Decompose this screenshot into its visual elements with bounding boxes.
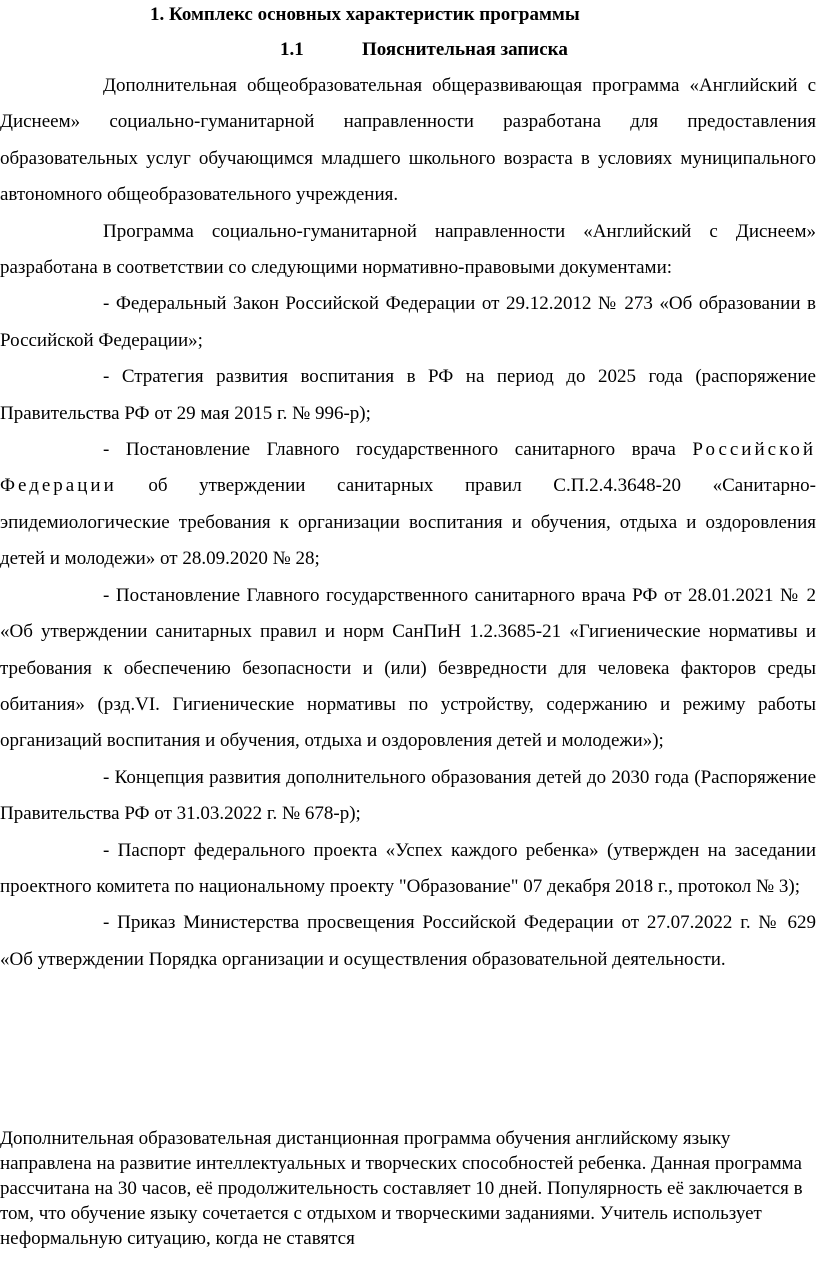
regulation-item-sanitary-rules-spaced: Российской Федерации <box>0 439 816 497</box>
regulation-item-sanitary-rules-end: об утверждении санитарных правил С.П.2.4.3648-20 «Санитарно-эпидемиологические требования к организации воспитания и обучения, отдыха и оздоровления детей и молодежи» от 28.09.2020 № 28; <box>0 475 816 570</box>
regulation-item-concept: - Концепция развития дополнительного образования детей до 2030 года (Распоряжение Правительства РФ от 31.03.2022 г. № 678-р); <box>0 766 816 825</box>
program-description-paragraph: Дополнительная образовательная дистанционная программа обучения английскому языку направлена на развитие интеллектуальных и творческих способностей ребенка. Данная программа рассчитана на 30 часов, её продолжительность составляет 10 дней. Популярность её заключается в том, что обучение языку сочетается с отдыхом и творческими заданиями. Учитель использует неформальную ситуацию, когда не ставятся <box>0 1128 803 1249</box>
regulation-item-sanitary-rules <box>0 432 816 578</box>
explanatory-note-body <box>0 68 816 978</box>
section-heading: 1. Комплекс основных характеристик программы <box>150 4 580 25</box>
regulation-item-passport: - Паспорт федерального проекта «Успех каждого ребенка» (утвержден на заседании проектного комитета по национальному проекту "Образование" 07 декабря 2018 г., протокол № 3); <box>0 839 816 897</box>
subsection-title: Пояснительная записка <box>362 39 568 60</box>
regulations-intro-paragraph: Программа социально-гуманитарной направленности «Английский с Диснеем» разработана в соответствии со следующими нормативно-правовыми документами: <box>0 220 816 279</box>
subsection-number: 1.1 <box>280 39 304 60</box>
regulation-item-sanpin: - Постановление Главного государственного санитарного врача РФ от 28.01.2021 № 2 «Об утверждении санитарных правил и норм СанПиН 1.2.3685-21 «Гигиенические нормативы и требования к обеспечению безопасности и (или) безвредности для человека факторов среды обитания» (рзд.VI. Гигиенические нормативы по устройству, содержанию и режиму работы организаций воспитания и обучения, отдыха и оздоровления детей и молодежи»); <box>0 584 816 752</box>
regulation-item-law: - Федеральный Закон Российской Федерации от 29.12.2012 № 273 «Об образовании в Российской Федерации»; <box>0 293 816 351</box>
intro-paragraph: Дополнительная общеобразовательная общеразвивающая программа «Английский с Диснеем» социально-гуманитарной направленности разработана для предоставления образовательных услуг обучающимся младшего школьного возраста в условиях муниципального автономного общеобразовательного учреждения. <box>0 75 816 206</box>
regulation-item-sanitary-rules-start: - Постановление Главного государственного санитарного врача <box>103 439 676 461</box>
regulation-item-order: - Приказ Министерства просвещения Российской Федерации от 27.07.2022 г. № 629 «Об утверждении Порядка организации и осуществления образовательной деятельности. <box>0 912 816 970</box>
regulation-item-strategy: - Стратегия развития воспитания в РФ на период до 2025 года (распоряжение Правительства РФ от 29 мая 2015 г. № 996-р); <box>0 366 816 424</box>
